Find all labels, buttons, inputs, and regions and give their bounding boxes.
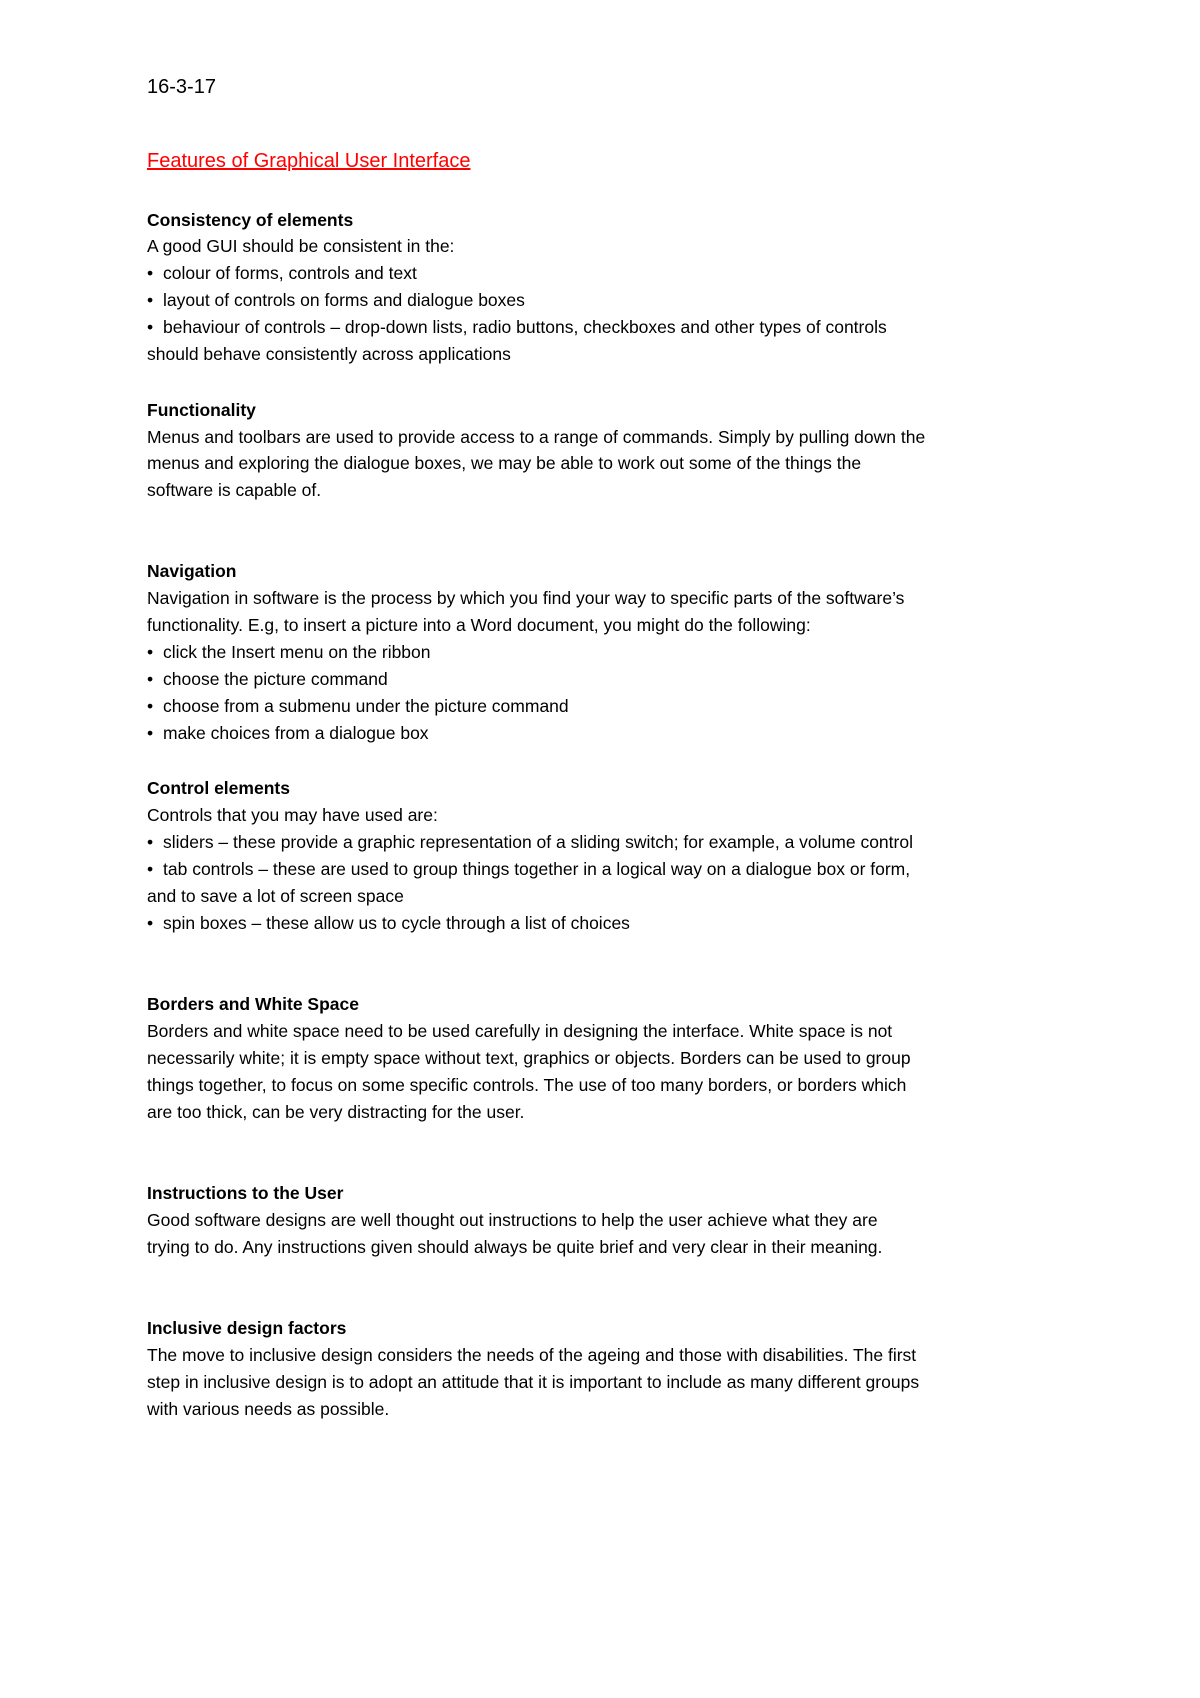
list-item-text: layout of controls on forms and dialogue boxes [163, 290, 525, 310]
list-item-text: tab controls – these are used to group things together in a logical way on a dialogue box or form, [163, 859, 911, 879]
instructions-line: trying to do. Any instructions given should always be quite brief and very clear in their meaning. [147, 1237, 883, 1257]
list-item [147, 262, 417, 284]
list-item-text: make choices from a dialogue box [163, 723, 429, 743]
borders-line: Borders and white space need to be used carefully in designing the interface. White space is not [147, 1021, 893, 1041]
list-item-text: colour of forms, controls and text [163, 263, 417, 283]
consistency-intro: A good GUI should be consistent in the: [147, 236, 455, 256]
borders-line: things together, to focus on some specific controls. The use of too many borders, or borders which [147, 1075, 907, 1095]
bullet-icon: • [147, 290, 154, 310]
functionality-line: software is capable of. [147, 480, 322, 500]
bullet-icon: • [147, 723, 154, 743]
section-heading-instructions: Instructions to the User [147, 1183, 344, 1203]
bullet-icon: • [147, 859, 154, 879]
functionality-line: Menus and toolbars are used to provide access to a range of commands. Simply by pulling down the [147, 427, 926, 447]
navigation-line: Navigation in software is the process by which you find your way to specific parts of the software’s [147, 588, 905, 608]
list-item [147, 316, 887, 338]
section-heading-navigation: Navigation [147, 561, 237, 581]
inclusive-line: step in inclusive design is to adopt an attitude that it is important to include as many different groups [147, 1372, 920, 1392]
inclusive-line: The move to inclusive design considers the needs of the ageing and those with disabilities. The first [147, 1345, 917, 1365]
section-heading-borders: Borders and White Space [147, 994, 359, 1014]
list-item [147, 695, 569, 717]
control-elements-continuation: and to save a lot of screen space [147, 886, 404, 906]
list-item [147, 722, 429, 744]
control-elements-intro: Controls that you may have used are: [147, 805, 438, 825]
borders-line: necessarily white; it is empty space without text, graphics or objects. Borders can be used to group [147, 1048, 911, 1068]
section-heading-functionality: Functionality [147, 400, 256, 420]
section-heading-consistency: Consistency of elements [147, 210, 354, 230]
section-heading-control-elements: Control elements [147, 778, 290, 798]
bullet-icon: • [147, 832, 154, 852]
instructions-line: Good software designs are well thought out instructions to help the user achieve what they are [147, 1210, 878, 1230]
list-item [147, 641, 431, 663]
list-item [147, 831, 913, 853]
list-item-text: sliders – these provide a graphic representation of a sliding switch; for example, a volume control [163, 832, 913, 852]
bullet-icon: • [147, 669, 154, 689]
functionality-line: menus and exploring the dialogue boxes, we may be able to work out some of the things the [147, 453, 862, 473]
list-item-text: spin boxes – these allow us to cycle through a list of choices [163, 913, 630, 933]
list-item-text: click the Insert menu on the ribbon [163, 642, 431, 662]
bullet-icon: • [147, 263, 154, 283]
navigation-line: functionality. E.g, to insert a picture into a Word document, you might do the following: [147, 615, 811, 635]
section-heading-inclusive: Inclusive design factors [147, 1318, 347, 1338]
bullet-icon: • [147, 317, 154, 337]
bullet-icon: • [147, 642, 154, 662]
bullet-icon: • [147, 696, 154, 716]
consistency-continuation: should behave consistently across applications [147, 344, 511, 364]
inclusive-line: with various needs as possible. [147, 1399, 390, 1419]
list-item [147, 668, 388, 690]
document-date: 16-3-17 [147, 76, 216, 98]
list-item-text: choose from a submenu under the picture command [163, 696, 569, 716]
list-item-text: behaviour of controls – drop-down lists, radio buttons, checkboxes and other types of controls [163, 317, 887, 337]
borders-line: are too thick, can be very distracting for the user. [147, 1102, 525, 1122]
list-item [147, 912, 630, 934]
bullet-icon: • [147, 913, 154, 933]
list-item [147, 858, 910, 880]
list-item [147, 289, 525, 311]
list-item-text: choose the picture command [163, 669, 388, 689]
document-title: Features of Graphical User Interface [147, 150, 471, 172]
